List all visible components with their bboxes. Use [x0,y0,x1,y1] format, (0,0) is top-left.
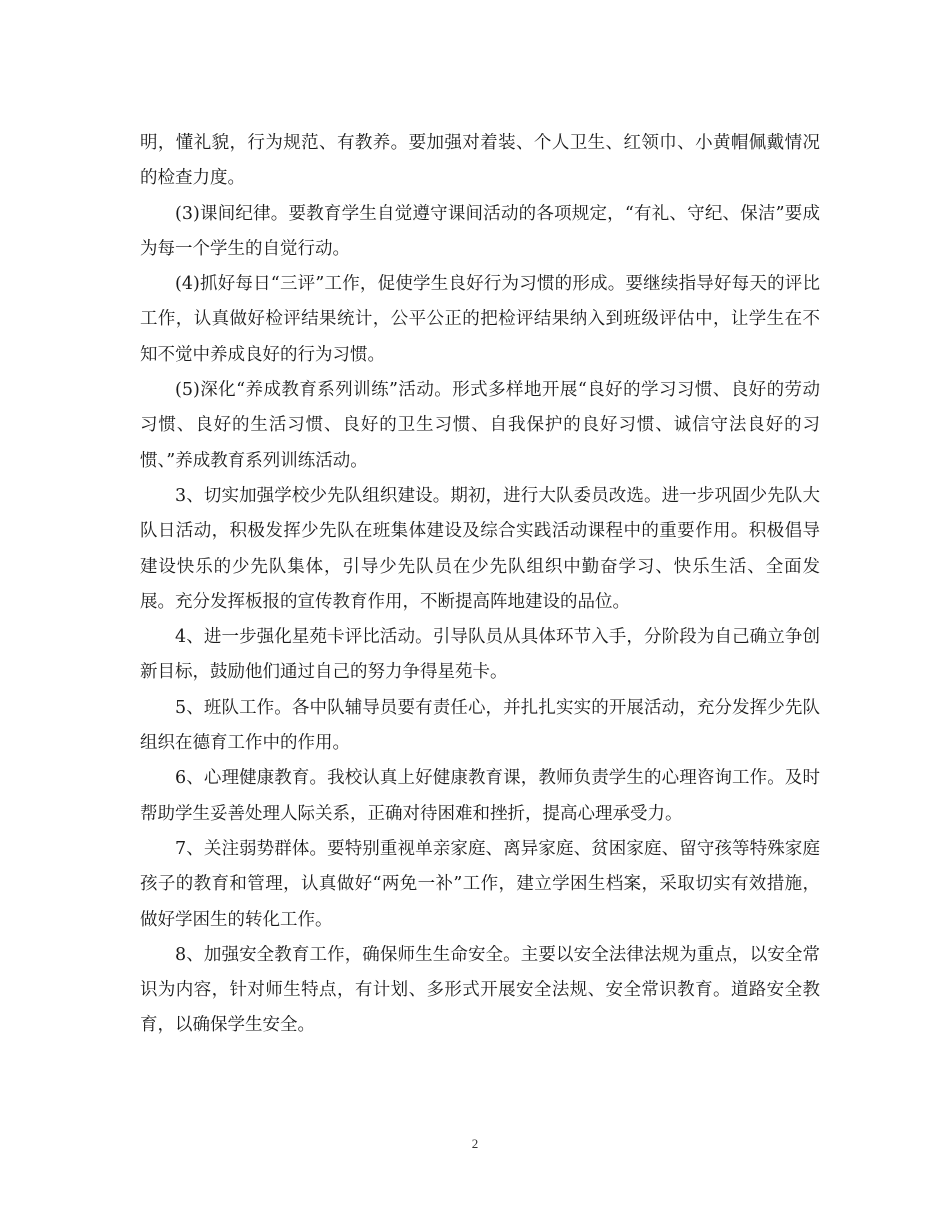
paragraph-continuation: 明，懂礼貌，行为规范、有教养。要加强对着装、个人卫生、红领巾、小黄帽佩戴情况的检查力度。 [140,133,820,189]
paragraph-young-pioneers: 3、切实加强学校少先队组织建设。期初，进行大队委员改选。进一步巩固少先队大队日活动，积极发挥少先队在班集体建设及综合实践活动课程中的重要作用。积极倡导建设快乐的少先队集体，引导少先队员在少先队组织中勤奋学习、快乐生活、全面发展。充分发挥板报的宣传教育作用，不断提高阵地建设的品位。 [140,485,820,612]
paragraph-star-card: 4、进一步强化星苑卡评比活动。引导队员从具体环节入手，分阶段为自己确立争创新目标，鼓励他们通过自己的努力争得星苑卡。 [140,627,820,683]
paragraph-class-break-discipline: (3)课间纪律。要教育学生自觉遵守课间活动的各项规定，“有礼、守纪、保洁”要成为每一个学生的自觉行动。 [140,203,820,259]
paragraph-squad-work: 5、班队工作。各中队辅导员要有责任心，并扎扎实实的开展活动，充分发挥少先队组织在德育工作中的作用。 [140,697,820,754]
paragraph-daily-three-evaluations: (4)抓好每日“三评”工作，促使学生良好行为习惯的形成。要继续指导好每天的评比工作，认真做好检评结果统计，公平公正的把检评结果纳入到班级评估中，让学生在不知不觉中养成良好的行为习惯。 [140,274,820,365]
paragraph-mental-health: 6、心理健康教育。我校认真上好健康教育课，教师负责学生的心理咨询工作。及时帮助学生妥善处理人际关系，正确对待困难和挫折，提高心理承受力。 [140,768,820,824]
document-body [140,126,820,1044]
paragraph-safety-education: 8、加强安全教育工作，确保师生生命安全。主要以安全法律法规为重点，以安全常识为内容，针对师生特点，有计划、多形式开展安全法规、安全常识教育。道路安全教育，以确保学生安全。 [140,944,820,1036]
paragraph-vulnerable-groups: 7、关注弱势群体。要特别重视单亲家庭、离异家庭、贫困家庭、留守孩等特殊家庭孩子的教育和管理，认真做好“两免一补”工作，建立学困生档案，采取切实有效措施，做好学困生的转化工作。 [140,838,820,930]
paragraph-habit-training: (5)深化“养成教育系列训练”活动。形式多样地开展“良好的学习习惯、良好的劳动习惯、良好的生活习惯、良好的卫生习惯、自我保护的良好习惯、诚信守法良好的习惯、”养成教育系列训练活动。 [140,380,820,471]
page-number: 2 [471,1136,479,1151]
